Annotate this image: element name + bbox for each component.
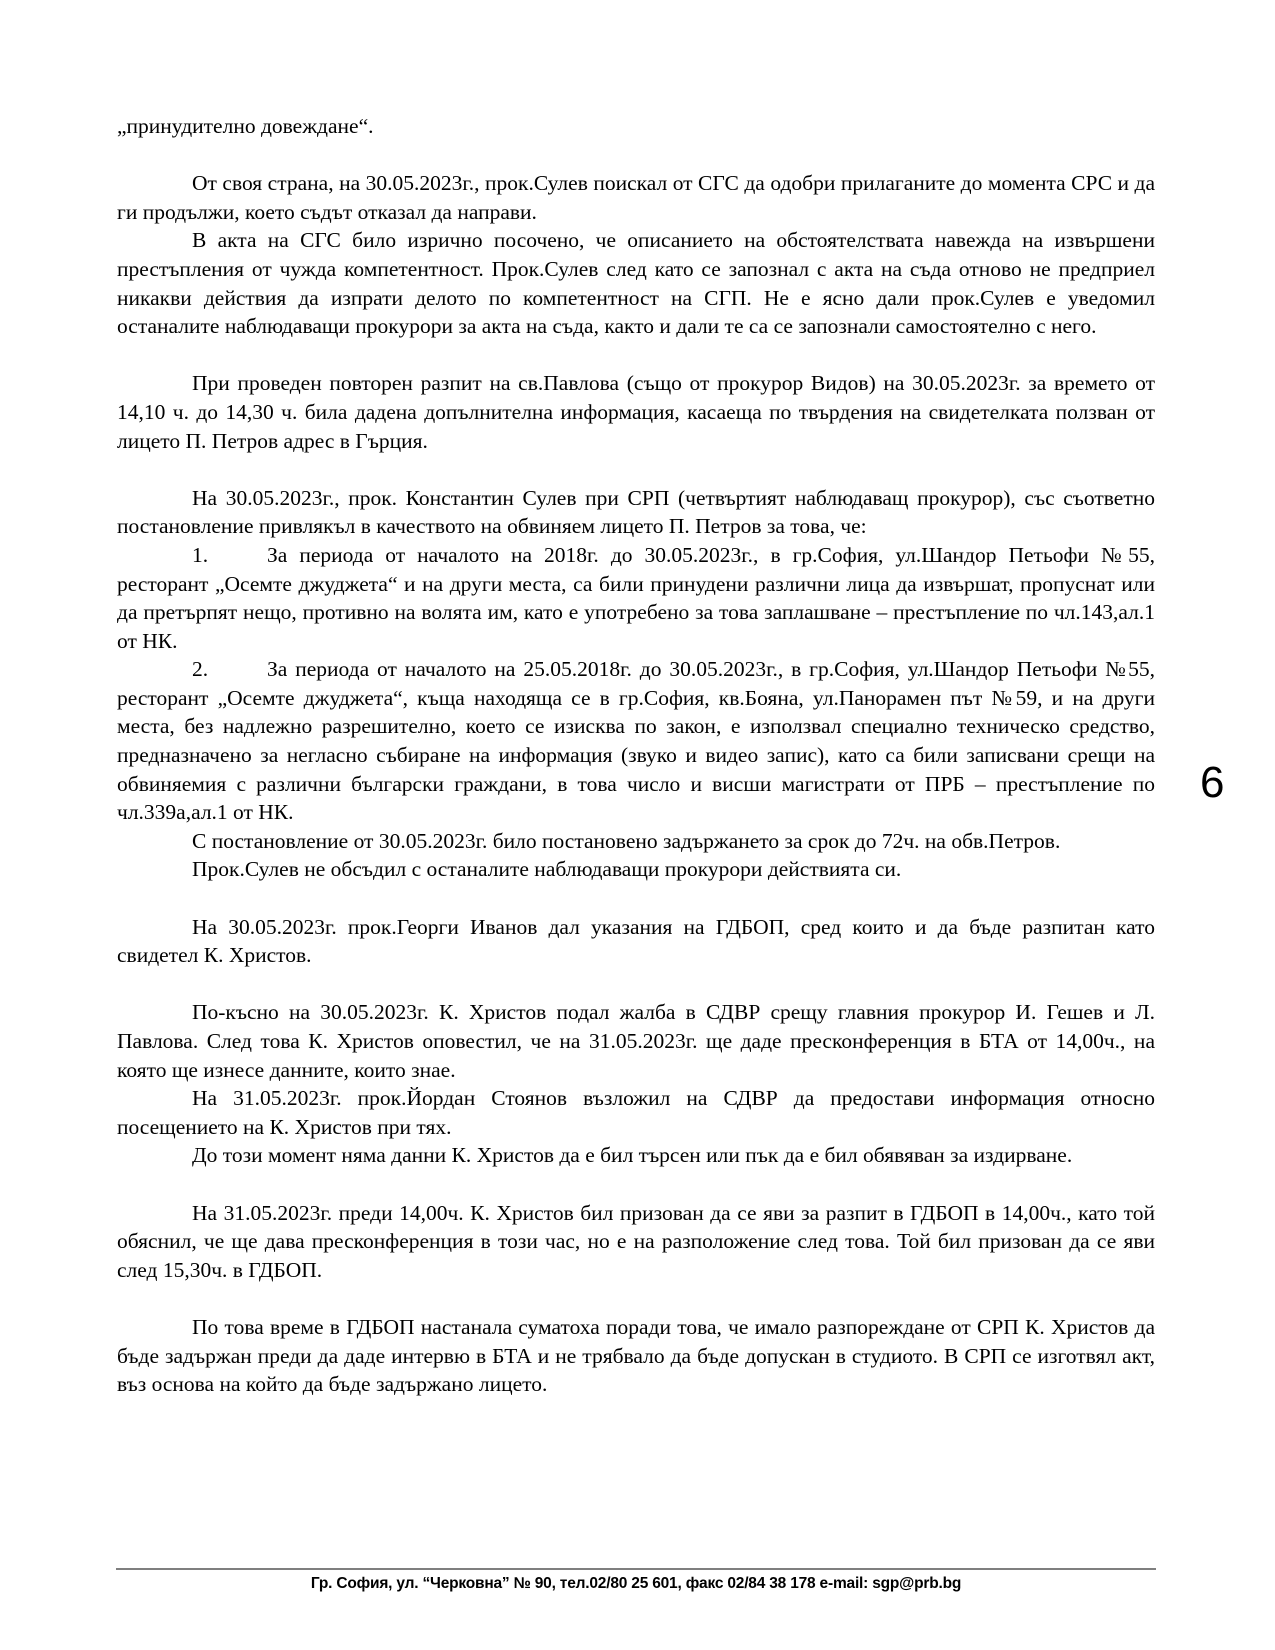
paragraph: При проведен повторен разпит на св.Павлова (също от прокурор Видов) на 30.05.2023г. за времето от 14,10 ч. до 14,30 ч. била дадена допълнителна информация, касаеща по твърдения на свидетелката ползван от лицето П. Петров адрес в Гърция. bbox=[117, 371, 1155, 453]
paragraph: От своя страна, на 30.05.2023г., прок.Сулев поискал от СГС да одобри прилаганите до момента СРС и да ги продължи, което съдът отказал да направи. bbox=[117, 171, 1155, 224]
numbered-list-item bbox=[117, 655, 1155, 827]
footer-address: Гр. София, ул. “Черковна” № 90, тел.02/80 25 601, факс 02/84 38 178 e-mail: sgp@prb.bg bbox=[310, 1575, 962, 1592]
list-item-text: За периода от началото на 2018г. до 30.05.2023г., в гр.София, ул.Шандор Петьофи №55, ресторант „Осемте джуджета“ и на други места, са били принудени различни лица да извършат, пропуснат или да претърпят нещо, противно на волята им, като е употребено за това заплашване – престъпление по чл.143,ал.1 от НК. bbox=[117, 542, 1155, 653]
page-number: 6 bbox=[1200, 758, 1225, 807]
list-item-number: 2. bbox=[192, 657, 209, 682]
numbered-list-item bbox=[117, 541, 1155, 655]
paragraph: По това време в ГДБОП настанала суматоха поради това, че имало разпореждане от СРП К. Христов да бъде задържан преди да даде интервю в БТА и не трябвало да бъде допускан в студиото. В СРП се изготвял акт, въз основа на който да бъде задържано лицето. bbox=[117, 1314, 1155, 1397]
list-item-text: За периода от началото на 25.05.2018г. до 30.05.2023г., в гр.София, ул.Шандор Петьофи №55, ресторант „Осемте джуджета“, къща находяща се в гр.София, кв.Бояна, ул.Панорамен път №59, и на други места, без надлежно разрешително, което се изисква по закон, е използвал специално техническо средство, предназначено за негласно събиране на информация (звуко и видео запис), като са били записвани срещи на обвиняемия с различни български граждани, в това число и висши магистрати от ПРБ – престъпление по чл.339а,ал.1 от НК. bbox=[117, 657, 1155, 825]
paragraph: До този момент няма данни К. Христов да е бил търсен или пък да е бил обявяван за издирване. bbox=[192, 1143, 1073, 1168]
paragraph-gap bbox=[117, 455, 1155, 484]
paragraph: С постановление от 30.05.2023г. било постановено задържането за срок до 72ч. на обв.Петров. bbox=[192, 828, 1061, 853]
paragraph-gap bbox=[117, 970, 1155, 999]
paragraph: На 30.05.2023г., прок. Константин Сулев при СРП (четвъртият наблюдаващ прокурор), със съответно постановление привлякъл в качеството на обвиняем лицето П. Петров за това, че: bbox=[117, 485, 1155, 539]
paragraph-gap bbox=[117, 341, 1155, 370]
paragraph: На 31.05.2023г. преди 14,00ч. К. Христов бил призован да се яви за разпит в ГДБОП в 14,00ч., като той обяснил, че ще дава пресконференция в този час, но е на разположение след това. Той бил призован да се яви след 15,30ч. в ГДБОП. bbox=[117, 1200, 1155, 1282]
paragraph: По-късно на 30.05.2023г. К. Христов подал жалба в СДВР срещу главния прокурор И. Гешев и Л. Павлова. След това К. Христов оповестил, че на 31.05.2023г. ще даде пресконференция в БТА от 14,00ч., на която ще изнесе данните, които знае. bbox=[117, 1000, 1155, 1082]
paragraph: На 31.05.2023г. прок.Йордан Стоянов възложил на СДВР да предостави информация относно посещението на К. Христов при тях. bbox=[117, 1086, 1155, 1139]
paragraph-continuation: „принудително довеждане“. bbox=[117, 114, 374, 138]
paragraph: На 30.05.2023г. прок.Георги Иванов дал указания на ГДБОП, сред които и да бъде разпитан като свидетел К. Христов. bbox=[117, 914, 1155, 968]
document-body bbox=[117, 112, 1155, 1399]
footer-divider bbox=[116, 1568, 1156, 1570]
paragraph-gap bbox=[117, 884, 1155, 913]
paragraph-gap bbox=[117, 1284, 1155, 1313]
paragraph-gap bbox=[117, 1170, 1155, 1199]
paragraph-gap bbox=[117, 141, 1155, 170]
list-item-number: 1. bbox=[192, 542, 209, 567]
paragraph: Прок.Сулев не обсъдил с останалите наблюдаващи прокурори действията си. bbox=[192, 857, 902, 882]
paragraph: В акта на СГС било изрично посочено, че описанието на обстоятелствата навежда на извършени престъпления от чужда компетентност. Прок.Сулев след като се запознал с акта на съда отново не предприел никакви действия да изпрати делото по компетентност на СГП. Не е ясно дали прок.Сулев е уведомил останалите наблюдаващи прокурори за акта на съда, както и дали те са се запознали самостоятелно с него. bbox=[117, 228, 1155, 339]
